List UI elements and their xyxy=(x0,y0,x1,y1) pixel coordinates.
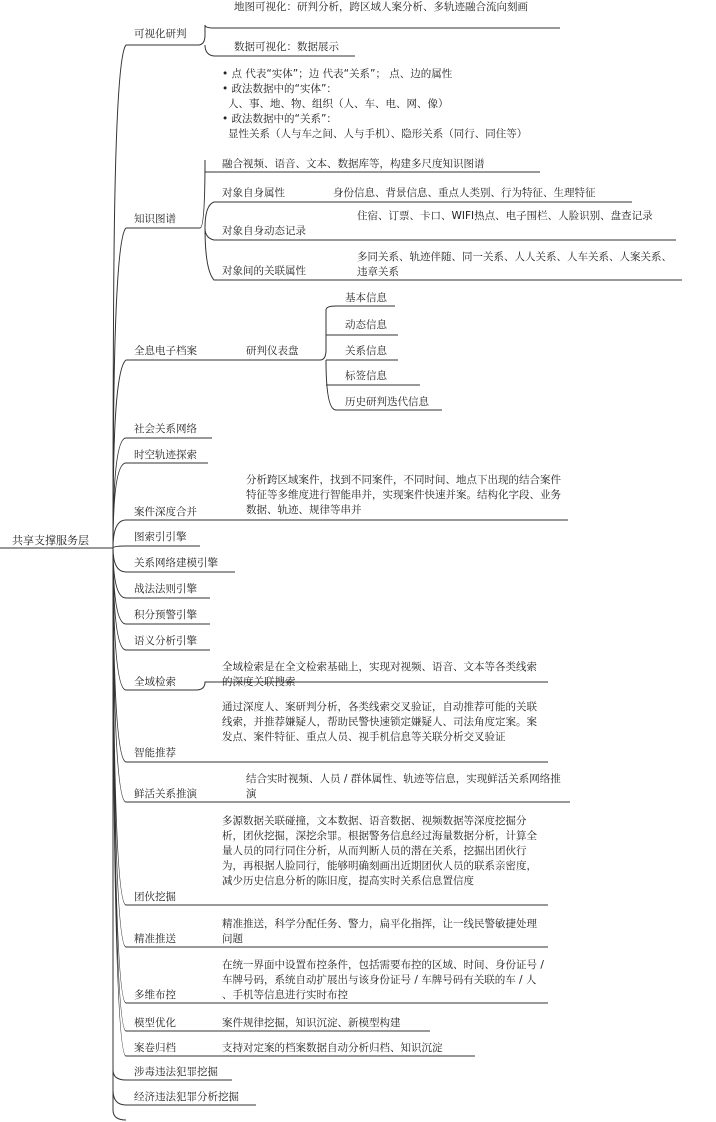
social-node: 社会关系网络 xyxy=(134,423,197,435)
global-node: 全域检索 xyxy=(134,676,176,688)
archive-item: 基本信息 xyxy=(345,292,387,304)
kg-bullet: • 点 代表“实体”；边 代表“关系”； 点、边的属性 xyxy=(222,68,453,80)
merge-desc: 分析跨区域案件，找到不同案件，不同时间、地点下出现的结合案件特征等多维度进行智能串并，实现案件快速并案。结构化字段、业务数据、轨迹、规律等串并 xyxy=(246,474,561,516)
model-node: 模型优化 xyxy=(134,1017,176,1029)
dashboard-node: 研判仪表盘 xyxy=(246,345,299,357)
kg-relation-value: 多同关系、轨迹伴随、同一关系、人人关系、人车关系、人案关系、违章关系 xyxy=(357,251,672,278)
tactics-node: 战法法则引擎 xyxy=(134,583,197,595)
kg-bullet-sub: 人、事、地、物、组织（人、车、电、网、像） xyxy=(228,98,449,110)
archive-node: 全息电子档案 xyxy=(134,345,197,357)
score-node: 积分预警引擎 xyxy=(134,609,197,621)
root-node: 共享支撑服务层 xyxy=(12,534,89,547)
filing-desc: 支持对定案的档案数据自动分析归档、知识沉淀 xyxy=(222,1042,443,1054)
spacetime-node: 时空轨迹探索 xyxy=(134,449,197,461)
filing-node: 案卷归档 xyxy=(134,1042,176,1054)
kg-self-attr-label: 对象自身属性 xyxy=(222,187,285,199)
viz-data-text: 数据可视化：数据展示 xyxy=(234,41,339,53)
viz-node: 可视化研判 xyxy=(134,28,187,40)
drug-node: 涉毒违法犯罪挖掘 xyxy=(134,1066,218,1078)
econ-node: 经济违法犯罪分析挖掘 xyxy=(134,1091,239,1103)
kg-fusion-text: 融合视频、语音、文本、数据库等，构建多尺度知识图谱 xyxy=(222,158,485,170)
kg-bullet-sub: 显性关系（人与车之间、人与手机）、隐形关系（同行、同住等） xyxy=(228,128,528,140)
kg-bullet-text: 政法数据中的“关系”： xyxy=(231,113,337,125)
viz-map-text: 地图可视化：研判分析，跨区域人案分析、多轨迹融合流向刻画 xyxy=(234,1,528,13)
gang-node: 团伙挖掘 xyxy=(134,891,176,903)
recommend-node: 智能推荐 xyxy=(134,747,176,759)
archive-item: 标签信息 xyxy=(345,370,387,382)
control-desc: 在统一界面中设置布控条件，包括需要布控的区域、时间、身份证号 / 车牌号码，系统自动扩展出与该身份证号 / 车牌号码有关联的车 / 人 、手机等信息进行实时布控 xyxy=(222,959,544,1001)
img-search-node: 图索引引擎 xyxy=(134,531,187,543)
kg-bullet: • 政法数据中的“关系”： xyxy=(222,113,337,125)
kg-bullet: • 政法数据中的“实体”： xyxy=(222,83,337,95)
recommend-desc: 通过深度人、案研判分析，各类线索交叉验证，自动推荐可能的关联线索，并推荐嫌疑人，帮助民警快速锁定嫌疑人、司法角度定案。案发点、案件特征、重点人员、视手机信息等关联分析交叉验证 xyxy=(222,701,537,743)
gang-desc: 多源数据关联碰撞，文本数据、语音数据、视频数据等深度挖掘分析，团伙挖掘，深挖余罪。根据警务信息经过海量数据分析，计算全量人员的同行同住分析，从而判断人员的潜在关系，挖掘出团伙行为，再根据人脸同行，能够明确刻画出近期团伙人员的联系亲密度，减少历史信息分析的陈旧度，提高实时关系信息置信度 xyxy=(222,815,537,887)
control-node: 多维布控 xyxy=(134,989,176,1001)
archive-item: 关系信息 xyxy=(345,345,387,357)
kg-self-dyn-value: 住宿、订票、卡口、WIFI热点、电子围栏、人脸识别、盘查记录 xyxy=(357,210,653,222)
kg-node: 知识图谱 xyxy=(134,213,176,225)
kg-bullet-text: 点 代表“实体”；边 代表“关系”； 点、边的属性 xyxy=(231,68,453,80)
global-desc: 全域检索是在全文检索基础上，实现对视频、语音、文本等各类线索的深度关联搜索 xyxy=(222,661,537,688)
merge-node: 案件深度合并 xyxy=(134,506,197,518)
model-desc: 案件规律挖掘，知识沉淀、新模型构建 xyxy=(222,1017,401,1029)
kg-bullet-text: 政法数据中的“实体”： xyxy=(231,83,337,95)
fresh-desc: 结合实时视频、人员 / 群体属性、轨迹等信息，实现鲜活关系网络推演 xyxy=(246,773,561,800)
archive-item: 动态信息 xyxy=(345,319,387,331)
kg-self-attr-value: 身份信息、背景信息、重点人类别、行为特征、生理特征 xyxy=(333,187,596,199)
push-desc: 精准推送，科学分配任务、警力，扁平化指挥，让一线民警敏捷处理问题 xyxy=(222,918,537,945)
root-branch-line xyxy=(0,548,113,1110)
relnet-node: 关系网络建模引擎 xyxy=(134,557,218,569)
fresh-node: 鲜活关系推演 xyxy=(134,788,197,800)
kg-relation-label: 对象间的关联属性 xyxy=(222,265,306,277)
kg-self-dyn-label: 对象自身动态记录 xyxy=(222,225,306,237)
archive-item: 历史研判迭代信息 xyxy=(345,396,429,408)
semantic-node: 语义分析引擎 xyxy=(134,635,197,647)
push-node: 精准推送 xyxy=(134,933,176,945)
